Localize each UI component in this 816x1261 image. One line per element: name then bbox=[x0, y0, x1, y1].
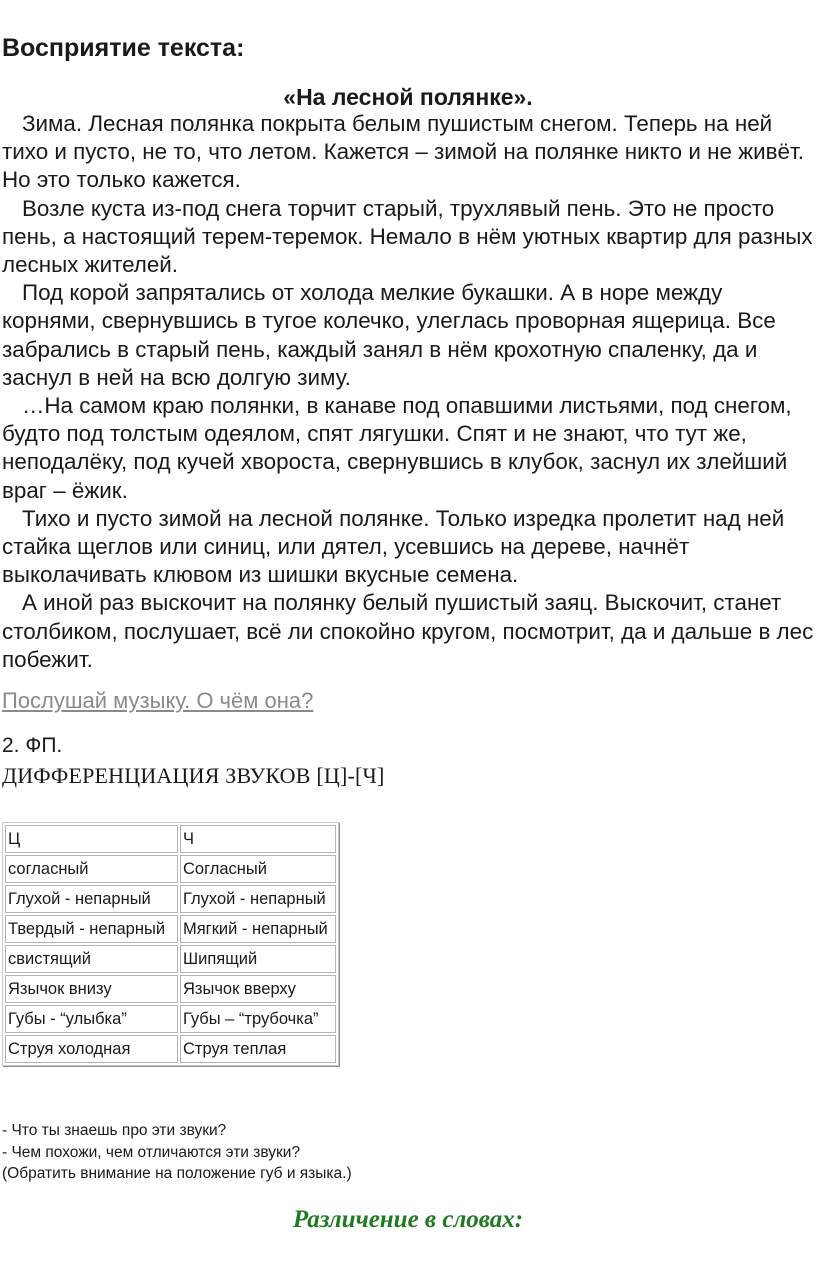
table-row bbox=[5, 855, 336, 883]
table-cell: Согласный bbox=[180, 855, 336, 883]
table-cell: Губы – “трубочка” bbox=[180, 1005, 336, 1033]
story-paragraph: Возле куста из-под снега торчит старый, трухлявый пень. Это не просто пень, а настоящий терем-теремок. Немало в нём уютных квартир для разных лесных жителей. bbox=[2, 195, 813, 278]
table-cell: свистящий bbox=[5, 945, 178, 973]
question-line: - Чем похожи, чем отличаются эти звуки? bbox=[2, 1143, 301, 1161]
section-title: ДИФФЕРЕНЦИАЦИЯ ЗВУКОВ [Ц]-[Ч] bbox=[2, 763, 385, 788]
distinction-heading: Различение в словах: bbox=[292, 1206, 524, 1233]
story-text bbox=[2, 110, 816, 674]
story-title: «На лесной полянке». bbox=[283, 84, 533, 110]
table-cell: Твердый - непарный bbox=[5, 915, 178, 943]
table-cell: Глухой - непарный bbox=[180, 885, 336, 913]
table-header-cell: Ц bbox=[5, 825, 178, 853]
table-header-row bbox=[5, 825, 336, 853]
question-line: - Что ты знаешь про эти звуки? bbox=[2, 1122, 227, 1139]
listen-music-link[interactable]: Послушай музыку. О чём она? bbox=[2, 688, 314, 713]
table-cell: Струя теплая bbox=[180, 1035, 336, 1063]
table-row bbox=[5, 945, 336, 973]
table-cell: согласный bbox=[5, 855, 178, 883]
story-paragraph: Тихо и пусто зимой на лесной полянке. Только изредка пролетит над ней стайка щеглов или синиц, или дятел, усевшись на дереве, начнёт выколачивать клювом из шишки вкусные семена. bbox=[2, 505, 785, 588]
table-cell: Мягкий - непарный bbox=[180, 915, 336, 943]
table-row bbox=[5, 975, 336, 1003]
table-header-cell: Ч bbox=[180, 825, 336, 853]
section-number: 2. ФП. bbox=[2, 734, 63, 757]
story-paragraph: А иной раз выскочит на полянку белый пушистый заяц. Выскочит, станет столбиком, послушает, всё ли спокойно кругом, посмотрит, да и дальше в лес побежит. bbox=[2, 590, 814, 672]
table-cell: Губы - “улыбка” bbox=[5, 1005, 178, 1033]
table-row bbox=[5, 915, 336, 943]
table-cell: Глухой - непарный bbox=[5, 885, 178, 913]
table-cell: Струя холодная bbox=[5, 1035, 178, 1063]
story-paragraph: …На самом краю полянки, в канаве под опавшими листьями, под снегом, будто под толстым одеялом, спят лягушки. Спят и не знают, что тут же, неподалёку, под кучей хвороста, свернувшись в клубок, заснул их злейший враг – ёжик. bbox=[2, 393, 792, 503]
table-cell: Язычок вверху bbox=[180, 975, 336, 1003]
table-row bbox=[5, 885, 336, 913]
sound-comparison-table bbox=[2, 822, 339, 1066]
table-row bbox=[5, 1035, 336, 1063]
section-heading: Восприятие текста: bbox=[2, 34, 245, 62]
story-paragraph: Под корой запрятались от холода мелкие букашки. А в норе между корнями, свернувшись в тугое колечко, улеглась проворная ящерица. Все забрались в старый пень, каждый занял в нём крохотную спаленку, да и заснул в ней на всю долгую зиму. bbox=[2, 280, 776, 390]
table-cell: Шипящий bbox=[180, 945, 336, 973]
table-cell: Язычок внизу bbox=[5, 975, 178, 1003]
discussion-questions bbox=[2, 1120, 352, 1185]
story-paragraph: Зима. Лесная полянка покрыта белым пушистым снегом. Теперь на ней тихо и пусто, не то, что летом. Кажется – зимой на полянке никто и не живёт. Но это только кажется. bbox=[2, 111, 804, 193]
table-row bbox=[5, 1005, 336, 1033]
question-note: (Обратить внимание на положение губ и языка.) bbox=[2, 1165, 352, 1182]
